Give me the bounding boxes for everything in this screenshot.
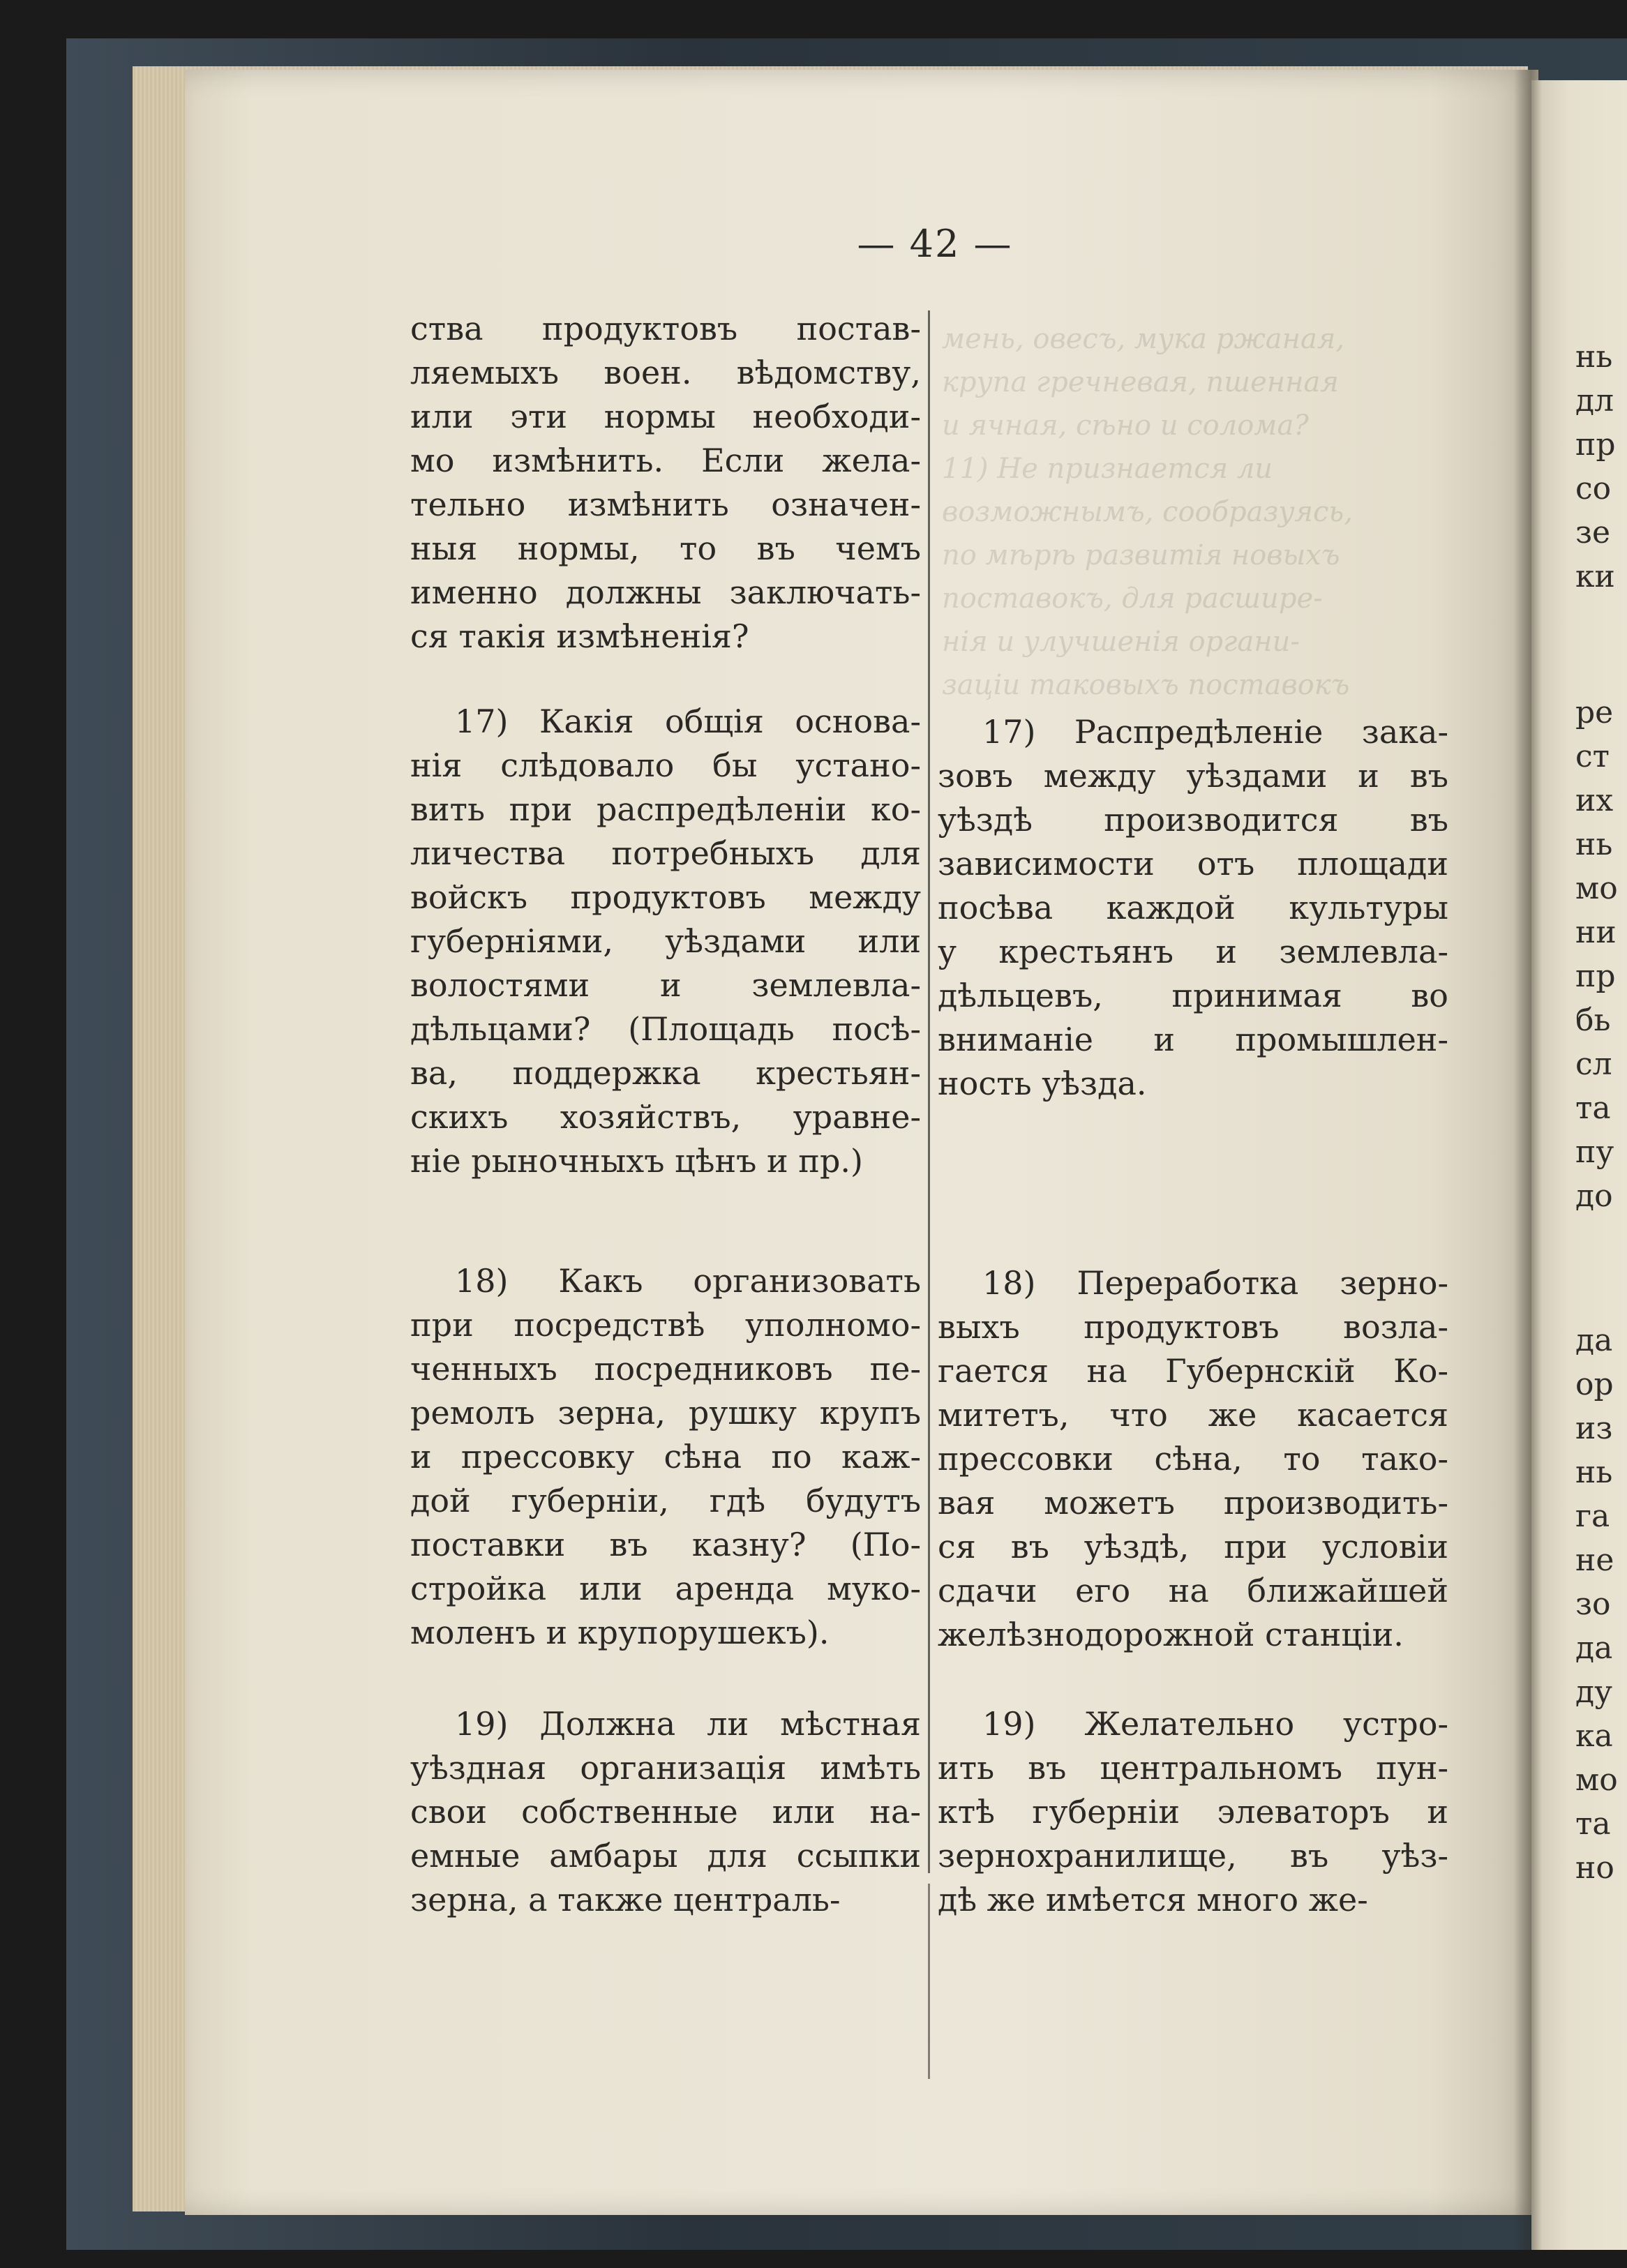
bleed-through-line: мень, овесъ, мука ржаная, [942, 323, 1345, 355]
answer-18 [938, 1261, 1448, 1657]
question-18 [410, 1259, 921, 1655]
text-line: скихъ хозяйствъ, уравне- [410, 1098, 921, 1136]
text-line: моленъ и крупорушекъ). [410, 1614, 830, 1651]
facing-page-line: пр [1575, 427, 1616, 463]
text-line: зерна, а также централь- [410, 1881, 841, 1918]
text-line: ремолъ зерна, рушку крупъ [410, 1394, 921, 1432]
bleed-through-line: поставокъ, для расшире- [942, 583, 1323, 615]
text-line: при посредствѣ уполномо- [410, 1306, 921, 1344]
text-line: войскъ продуктовъ между [410, 878, 921, 916]
text-line: стройка или аренда муко- [410, 1570, 921, 1607]
facing-page-line: сл [1575, 1046, 1612, 1082]
facing-page-line: мо [1575, 871, 1618, 906]
text-line: вая можетъ производить- [938, 1484, 1448, 1522]
facing-page-line: ка [1575, 1718, 1613, 1754]
text-line: ся такія измѣненія? [410, 617, 749, 655]
text-line: ктѣ губерніи элеваторъ и [938, 1793, 1448, 1831]
answer-19 [938, 1702, 1448, 1922]
bleed-through-line: 11) Не признается ли [942, 453, 1273, 485]
bleed-through-line: и ячная, сѣно и солома? [942, 410, 1309, 442]
text-line: волостями и землевла- [410, 966, 921, 1004]
facing-page-line: нь [1575, 827, 1613, 862]
facing-page-line: да [1575, 1630, 1613, 1666]
text-line: дѣльцами? (Площадь посѣ- [410, 1010, 921, 1048]
bleed-through-line: по мѣрѣ развитія новыхъ [942, 539, 1340, 571]
text-line: зависимости отъ площади [938, 845, 1448, 883]
facing-page-line: ду [1575, 1674, 1612, 1710]
question-19 [410, 1702, 921, 1922]
facing-page-line: нь [1575, 339, 1613, 375]
facing-page-line: ст [1575, 739, 1610, 774]
text-line: уѣздная организація имѣть [410, 1749, 921, 1787]
text-line: поставки въ казну? (По- [410, 1526, 921, 1563]
facing-page-line: до [1575, 1178, 1613, 1214]
text-line: ныя нормы, то въ чемъ [410, 530, 921, 567]
text-line: губерніями, уѣздами или [410, 922, 921, 960]
text-line: дѣльцевъ, принимая во [938, 977, 1448, 1014]
text-line: личества потребныхъ для [410, 834, 921, 872]
facing-page-line: пр [1575, 959, 1616, 994]
text-line: зернохранилище, въ уѣз- [938, 1837, 1448, 1875]
text-line: уѣздѣ производится въ [938, 801, 1448, 839]
facing-page-line: не [1575, 1542, 1614, 1578]
text-line: 18) Переработка зерно- [982, 1264, 1448, 1302]
facing-page-line: та [1575, 1090, 1611, 1126]
bleed-through-line: возможнымъ, сообразуясь, [942, 496, 1353, 528]
text-line: вить при распредѣленіи ко- [410, 790, 921, 828]
text-line: выхъ продуктовъ возла- [938, 1308, 1448, 1346]
column-divider-lower [928, 1884, 930, 2079]
text-line: дѣ же имѣется много же- [938, 1881, 1368, 1918]
column-divider [928, 310, 930, 1873]
text-line: тельно измѣнить означен- [410, 486, 921, 523]
facing-page-line: зо [1575, 1586, 1611, 1622]
text-line: митетъ, что же касается [938, 1396, 1448, 1434]
text-line: у крестьянъ и землевла- [938, 933, 1448, 970]
bleed-through-line: заціи таковыхъ поставокъ [942, 669, 1350, 701]
facing-page-line: из [1575, 1411, 1613, 1446]
bleed-through-line: крупа гречневая, пшенная [942, 366, 1339, 398]
text-line: ить въ центральномъ пун- [938, 1749, 1448, 1787]
text-line: сдачи его на ближайшей [938, 1572, 1448, 1609]
question-17 [410, 700, 921, 1183]
text-line: 17) Какія общія основа- [455, 703, 921, 740]
text-line: или эти нормы необходи- [410, 398, 921, 435]
facing-page-line: га [1575, 1499, 1610, 1534]
text-line: именно должны заключать- [410, 573, 921, 611]
facing-page-line: ни [1575, 915, 1617, 950]
facing-page-line: мо [1575, 1762, 1618, 1798]
facing-page-line: ор [1575, 1367, 1614, 1402]
text-line: 18) Какъ организовать [455, 1262, 921, 1300]
text-line: вниманіе и промышлен- [938, 1021, 1448, 1058]
book-gutter [1514, 70, 1542, 2250]
facing-page-line: со [1575, 471, 1612, 506]
facing-page-line: ре [1575, 695, 1614, 730]
facing-page-line: нь [1575, 1455, 1613, 1490]
text-line: ченныхъ посредниковъ пе- [410, 1350, 921, 1388]
text-line: нія слѣдовало бы устано- [410, 746, 921, 784]
facing-page-line: да [1575, 1323, 1613, 1358]
text-line: зовъ между уѣздами и въ [938, 757, 1448, 795]
text-line: 19) Желательно устро- [982, 1705, 1448, 1743]
facing-page-line: бь [1575, 1002, 1611, 1038]
text-line: свои собственные или на- [410, 1793, 921, 1831]
facing-page-line: их [1575, 783, 1614, 818]
facing-page-line: ки [1575, 559, 1615, 594]
text-line: ность уѣзда. [938, 1065, 1147, 1102]
facing-page-line: та [1575, 1806, 1611, 1842]
text-line: прессовки сѣна, то тако- [938, 1440, 1448, 1478]
bleed-through-line: нія и улучшенія органи- [942, 626, 1300, 658]
facing-page-line: но [1575, 1850, 1614, 1886]
answer-17 [938, 710, 1448, 1106]
text-line: и прессовку сѣна по каж- [410, 1438, 921, 1475]
facing-page-line: пу [1575, 1134, 1614, 1170]
text-line: мо измѣнить. Если жела- [410, 442, 921, 479]
text-line: гается на Губернскій Ко- [938, 1352, 1448, 1390]
text-line: желѣзнодорожной станціи. [938, 1616, 1404, 1653]
text-line: ляемыхъ воен. вѣдомству, [410, 354, 921, 391]
text-line: ва, поддержка крестьян- [410, 1054, 921, 1092]
question-continuation [410, 307, 921, 659]
page-number: — 42 — [857, 222, 1013, 266]
text-line: 17) Распредѣленіе зака- [982, 713, 1448, 751]
text-line: дой губерніи, гдѣ будутъ [410, 1482, 921, 1519]
text-line: емные амбары для ссыпки [410, 1837, 921, 1875]
text-line: ніе рыночныхъ цѣнъ и пр.) [410, 1142, 863, 1180]
text-line: посѣва каждой культуры [938, 889, 1448, 926]
facing-page-line: дл [1575, 383, 1614, 419]
text-line: ся въ уѣздѣ, при условіи [938, 1528, 1448, 1565]
facing-page-line: зе [1575, 515, 1611, 550]
text-line: 19) Должна ли мѣстная [455, 1705, 921, 1743]
bleed-through-text [942, 317, 1444, 707]
text-line: ства продуктовъ постав- [410, 310, 921, 347]
